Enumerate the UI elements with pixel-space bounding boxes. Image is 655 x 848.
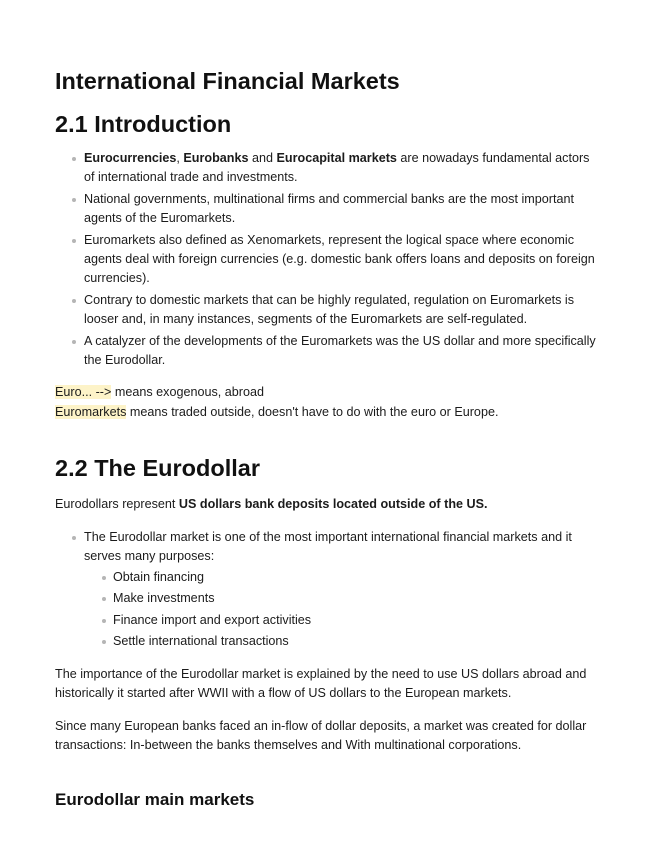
sub-list-item: Make investments bbox=[55, 589, 601, 608]
list-item: Contrary to domestic markets that can be highly regulated, regulation on Euromarkets is looser and, in many instances, segments of the Euromarkets are self-regulated. bbox=[55, 291, 601, 329]
note-euro-prefix: Euro... --> means exogenous, abroad bbox=[55, 385, 264, 399]
list-item: A catalyzer of the developments of the Euromarkets was the US dollar and more specifically the Eurodollar. bbox=[55, 332, 601, 370]
list-item: Eurocurrencies, Eurobanks and Eurocapital markets are nowadays fundamental actors of international trade and investments. bbox=[55, 149, 601, 187]
eurodollar-bullet-list bbox=[55, 528, 601, 651]
subsection-heading-eurodollar-main-markets: Eurodollar main markets bbox=[55, 790, 255, 809]
sub-list-item: Obtain financing bbox=[55, 568, 601, 587]
list-item: National governments, multinational firms and commercial banks are the most important agents of the Euromarkets. bbox=[55, 190, 601, 228]
highlight: Euro... --> bbox=[55, 385, 112, 399]
eurodollar-definition: Eurodollars represent US dollars bank deposits located outside of the US. bbox=[55, 497, 488, 511]
paragraph-european-banks: Since many European banks faced an in-flow of dollar deposits, a market was created for dollar transactions: In-between the banks themselves and With multinational corporations. bbox=[55, 719, 587, 752]
document-title: International Financial Markets bbox=[55, 68, 400, 94]
introduction-bullet-list bbox=[55, 149, 601, 370]
note-euromarkets: Euromarkets means traded outside, doesn't have to do with the euro or Europe. bbox=[55, 405, 499, 419]
highlight: Euromarkets bbox=[55, 405, 127, 419]
section-heading-introduction: 2.1 Introduction bbox=[55, 111, 232, 137]
sub-list-item: Finance import and export activities bbox=[55, 611, 601, 630]
paragraph-importance: The importance of the Eurodollar market is explained by the need to use US dollars abroad and historically it started after WWII with a flow of US dollars to the European markets. bbox=[55, 667, 587, 700]
section-heading-eurodollar: 2.2 The Eurodollar bbox=[55, 455, 261, 481]
sub-list-item: Settle international transactions bbox=[55, 632, 601, 651]
list-item: The Eurodollar market is one of the most important international financial markets and it serves many purposes: bbox=[55, 528, 601, 566]
list-item: Euromarkets also defined as Xenomarkets, represent the logical space where economic agents deal with foreign currencies (e.g. domestic bank offers loans and deposits on foreign currencies). bbox=[55, 231, 601, 288]
